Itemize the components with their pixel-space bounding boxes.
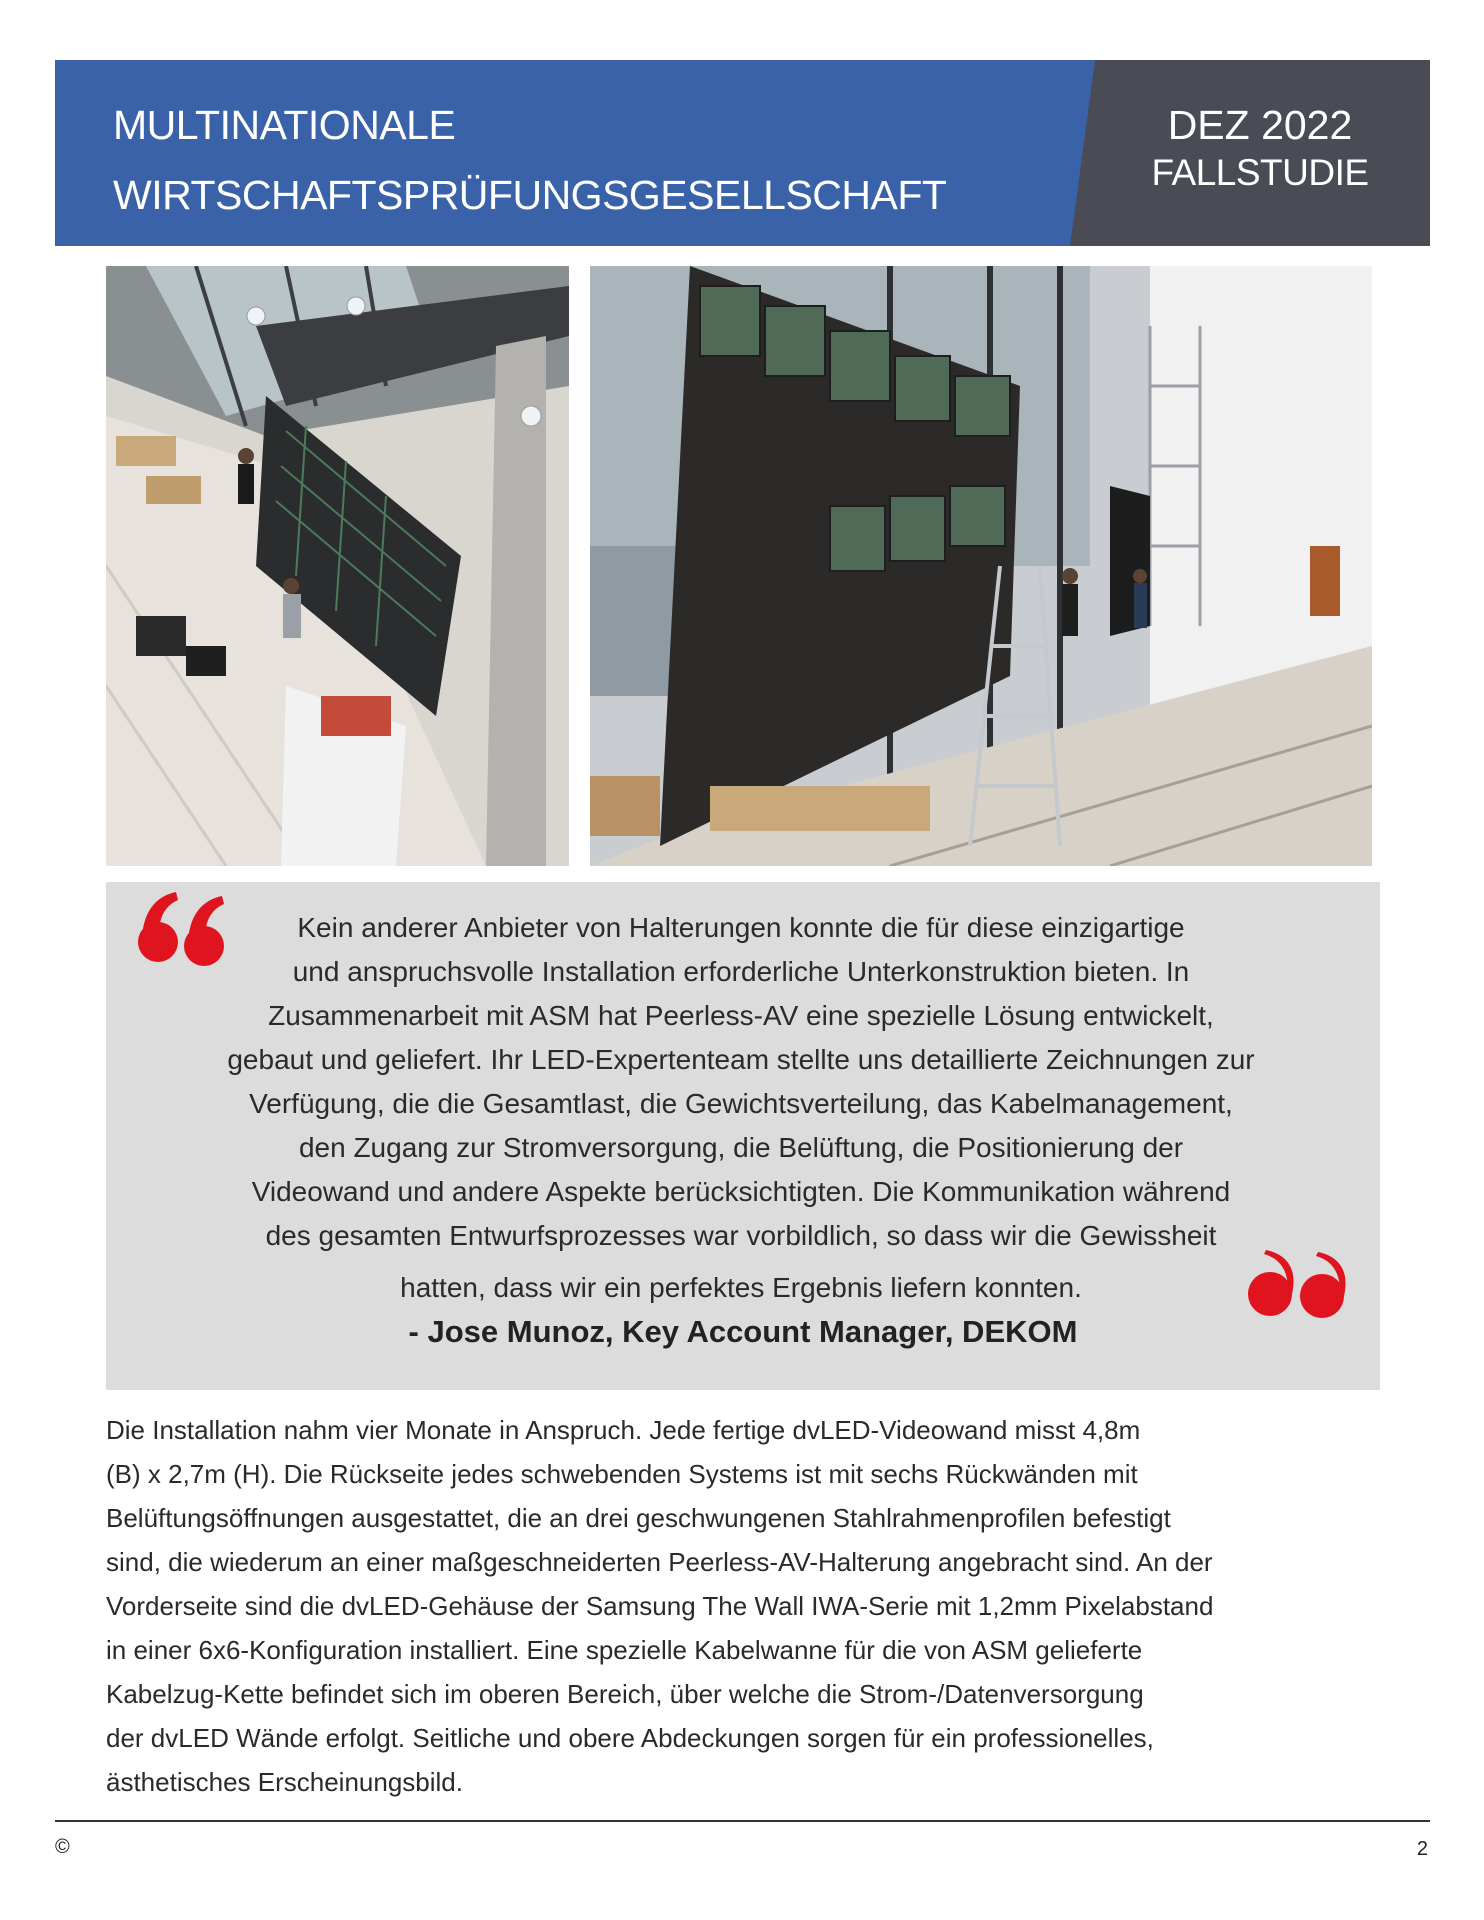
- testimonial-quote: [106, 882, 1380, 1390]
- document-title: [113, 90, 946, 230]
- title-line: MULTINATIONALE: [113, 102, 456, 148]
- page-number: 2: [1416, 1838, 1428, 1860]
- installation-photo-videowall: [590, 266, 1372, 866]
- quote-line: Videowand und andere Aspekte berücksichtigten. Die Kommunikation während: [251, 1176, 1231, 1207]
- body-line: in einer 6x6-Konfiguration installiert. Eine spezielle Kabelwanne für die von ASM gelieferte: [106, 1635, 1143, 1665]
- document-type: FALLSTUDIE: [1151, 152, 1369, 193]
- quote-author: - Jose Munoz, Key Account Manager, DEKOM: [408, 1314, 1078, 1349]
- title-line: WIRTSCHAFTSPRÜFUNGSGESELLSCHAFT: [113, 172, 947, 218]
- body-line: (B) x 2,7m (H). Die Rückseite jedes schwebenden Systems ist mit sechs Rückwänden mit: [106, 1459, 1138, 1489]
- quote-line: Verfügung, die die Gesamtlast, die Gewichtsverteilung, das Kabelmanagement,: [249, 1088, 1233, 1119]
- banner-meta: [1090, 100, 1430, 196]
- quote-line: Zusammenarbeit mit ASM hat Peerless-AV eine spezielle Lösung entwickelt,: [268, 1000, 1214, 1031]
- quote-body: [146, 906, 1336, 1310]
- body-paragraph: [106, 1408, 1396, 1804]
- body-line: Die Installation nahm vier Monate in Anspruch. Jede fertige dvLED-Videowand misst 4,8m: [106, 1415, 1141, 1445]
- quote-line: hatten, dass wir ein perfektes Ergebnis liefern konnten.: [400, 1272, 1082, 1303]
- body-line: sind, die wiederum an einer maßgeschneiderten Peerless-AV-Halterung angebracht sind. An der: [106, 1547, 1213, 1577]
- publication-date: DEZ 2022: [1167, 102, 1353, 148]
- quote-line: den Zugang zur Stromversorgung, die Belüftung, die Positionierung der: [298, 1132, 1184, 1163]
- quote-line: und anspruchsvolle Installation erforderliche Unterkonstruktion bieten. In: [292, 956, 1190, 987]
- quote-line: Kein anderer Anbieter von Halterungen konnte die für diese einzigartige: [297, 912, 1185, 943]
- quote-line: des gesamten Entwurfsprozesses war vorbildlich, so dass wir die Gewissheit: [265, 1220, 1217, 1251]
- body-line: ästhetisches Erscheinungsbild.: [106, 1767, 463, 1797]
- body-line: Belüftungsöffnungen ausgestattet, die an drei geschwungenen Stahlrahmenprofilen befestigt: [106, 1503, 1171, 1533]
- footer-divider: [55, 1820, 1430, 1822]
- quote-line: gebaut und geliefert. Ihr LED-Expertenteam stellte uns detaillierte Zeichnungen zur: [227, 1044, 1255, 1075]
- installation-photo-overhead: [106, 266, 569, 866]
- header-banner: [55, 60, 1430, 246]
- body-line: Vorderseite sind die dvLED-Gehäuse der Samsung The Wall IWA-Serie mit 1,2mm Pixelabstand: [106, 1591, 1214, 1621]
- copyright-mark: ©: [55, 1836, 70, 1858]
- body-line: Kabelzug-Kette befindet sich im oberen Bereich, über welche die Strom-/Datenversorgung: [106, 1679, 1144, 1709]
- body-line: der dvLED Wände erfolgt. Seitliche und obere Abdeckungen sorgen für ein professionelles,: [106, 1723, 1154, 1753]
